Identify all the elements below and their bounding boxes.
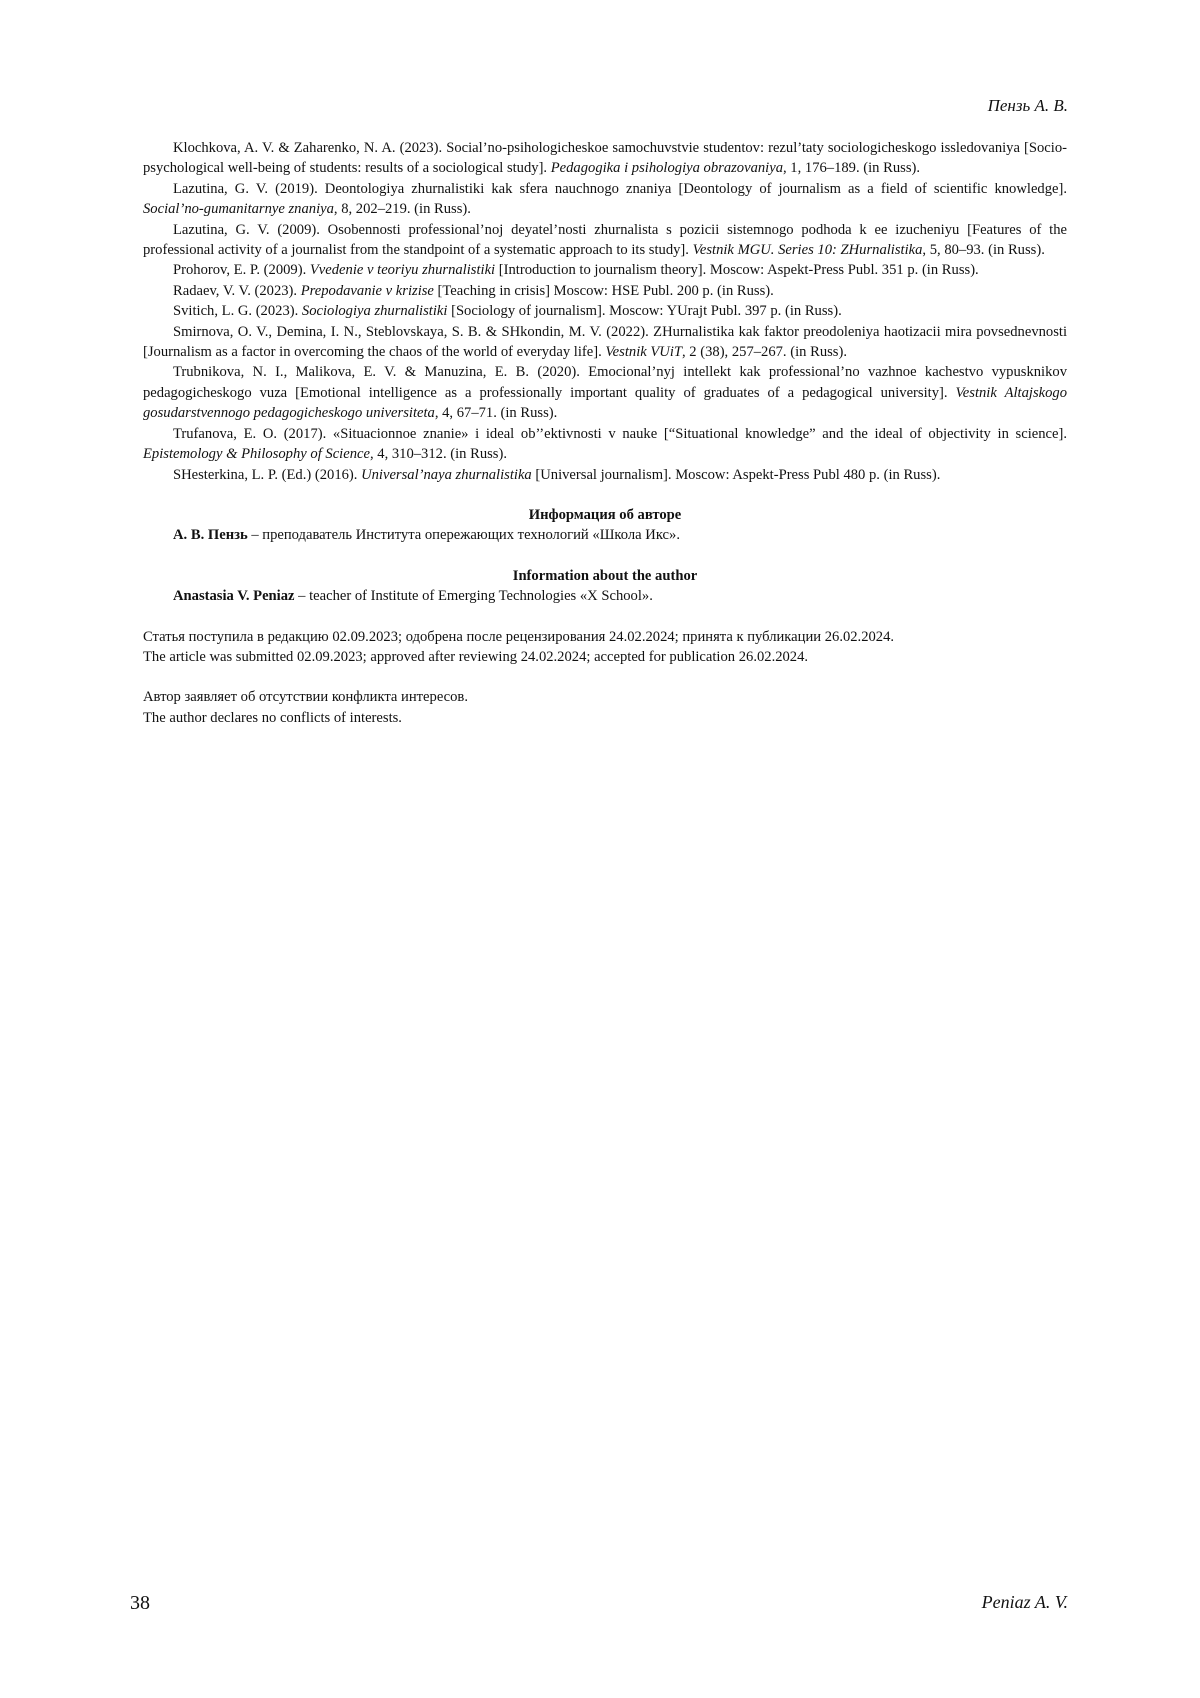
reference-item: Trufanova, E. O. (2017). «Situacionnoe znanie» i ideal ob’’ektivnosti v nauke [“Situational knowledge” and the ideal of objectivity in science]. Epistemology & Philosophy of Science, 4, 310–312. (in Russ). <box>143 425 1067 463</box>
page-content <box>143 138 1067 728</box>
reference-source: Vvedenie v teoriyu zhurnalistiki <box>309 262 496 279</box>
author-info-en-body: Anastasia V. Peniaz – teacher of Institute of Emerging Technologies «X School». <box>173 588 653 605</box>
author-info-ru <box>143 505 1067 546</box>
reference-item: Lazutina, G. V. (2019). Deontologiya zhurnalistiki kak sfera nauchnogo znaniya [Deontology of journalism as a field of scientific knowledge]. Social’no-gumanitarnye znaniya, 8, 202–219. (in Russ). <box>143 180 1067 218</box>
article-dates-en: The article was submitted 02.09.2023; approved after reviewing 24.02.2024; accepted for publication 26.02.2024. <box>143 648 809 665</box>
author-info-en-title: Information about the author <box>512 567 698 584</box>
reference-item: Svitich, L. G. (2023). Sociologiya zhurnalistiki [Sociology of journalism]. Moscow: YUrajt Publ. 397 p. (in Russ). <box>173 303 842 320</box>
reference-item: Smirnova, O. V., Demina, I. N., Steblovskaya, S. B. & SHkondin, M. V. (2022). ZHurnalistika kak faktor preodoleniya haotizacii mira povsednevnosti [Journalism as a factor in overcoming the chaos of the world of everyday life]. Vestnik VUiT, 2 (38), 257–267. (in Russ). <box>143 323 1067 361</box>
reference-item: Klochkova, A. V. & Zaharenko, N. A. (2023). Social’no-psihologicheskoe samochuvstvie studentov: rezul’taty sociologicheskogo issledovaniya [Socio-psychological well-being of students: results of a sociological study]. Pedagogika i psihologiya obrazovaniya, 1, 176–189. (in Russ). <box>143 140 1067 177</box>
reference-source: Vestnik VUiT <box>605 344 682 361</box>
reference-item: Prohorov, E. P. (2009). Vvedenie v teoriyu zhurnalistiki [Introduction to journalism theory]. Moscow: Aspekt-Press Publ. 351 p. (in Russ). <box>173 262 979 279</box>
reference-source: Prepodavanie v krizise <box>300 282 434 299</box>
reference-item: SHesterkina, L. P. (Ed.) (2016). Universal’naya zhurnalistika [Universal journalism]. Moscow: Aspekt-Press Publ 480 p. (in Russ). <box>173 466 941 483</box>
author-info-ru-body: А. В. Пензь – преподаватель Института опережающих технологий «Школа Икс». <box>173 527 680 544</box>
reference-source: Universal’naya zhurnalistika <box>361 466 532 483</box>
running-head: Пензь А. В. <box>987 96 1068 115</box>
article-dates <box>143 627 1067 668</box>
article-dates-ru: Статья поступила в редакцию 02.09.2023; одобрена после рецензирования 24.02.2024; принята к публикации 26.02.2024. <box>143 628 895 645</box>
reference-source: Pedagogika i psihologiya obrazovaniya <box>550 160 783 177</box>
reference-source: Epistemology & Philosophy of Science <box>143 446 370 463</box>
author-info-ru-title: Информация об авторе <box>528 506 682 523</box>
conflict-statement-ru: Автор заявляет об отсутствии конфликта интересов. <box>143 689 468 706</box>
reference-item: Radaev, V. V. (2023). Prepodavanie v krizise [Teaching in crisis] Moscow: HSE Publ. 200 p. (in Russ). <box>173 282 774 299</box>
author-name-en: Anastasia V. Peniaz <box>173 588 295 605</box>
reference-item: Lazutina, G. V. (2009). Osobennosti professional’noj deyatel’nosti zhurnalista s pozicii sistemnogo podhoda k ee izucheniyu [Features of the professional activity of a journalist from the standpoint of a systematic approach to its study]. Vestnik MGU. Series 10: ZHurnalistika, 5, 80–93. (in Russ). <box>143 221 1067 259</box>
page-number: 38 <box>130 1592 150 1614</box>
running-foot: Peniaz A. V. <box>981 1592 1068 1612</box>
conflict-statement-en: The author declares no conflicts of interests. <box>143 709 402 726</box>
reference-source: Social’no-gumanitarnye znaniya <box>143 201 334 218</box>
author-name-ru: А. В. Пензь <box>173 527 248 544</box>
author-info-en <box>143 566 1067 607</box>
reference-source: Vestnik MGU. Series 10: ZHurnalistika <box>692 242 923 259</box>
conflict-statement <box>143 687 1067 728</box>
reference-item: Trubnikova, N. I., Malikova, E. V. & Manuzina, E. B. (2020). Emocional’nyj intellekt kak professional’no vazhnoe kachestvo vypusknikov pedagogicheskogo vuza [Emotional intelligence as a professionally important quality of graduates of a pedagogical university]. Vestnik Altajskogo gosudarstvennogo pedagogicheskogo universiteta, 4, 67–71. (in Russ). <box>143 364 1067 422</box>
reference-source: Vestnik Altajskogo gosudarstvennogo pedagogicheskogo universiteta <box>143 384 1067 422</box>
reference-source: Sociologiya zhurnalistiki <box>301 303 448 320</box>
reference-list <box>143 138 1067 485</box>
